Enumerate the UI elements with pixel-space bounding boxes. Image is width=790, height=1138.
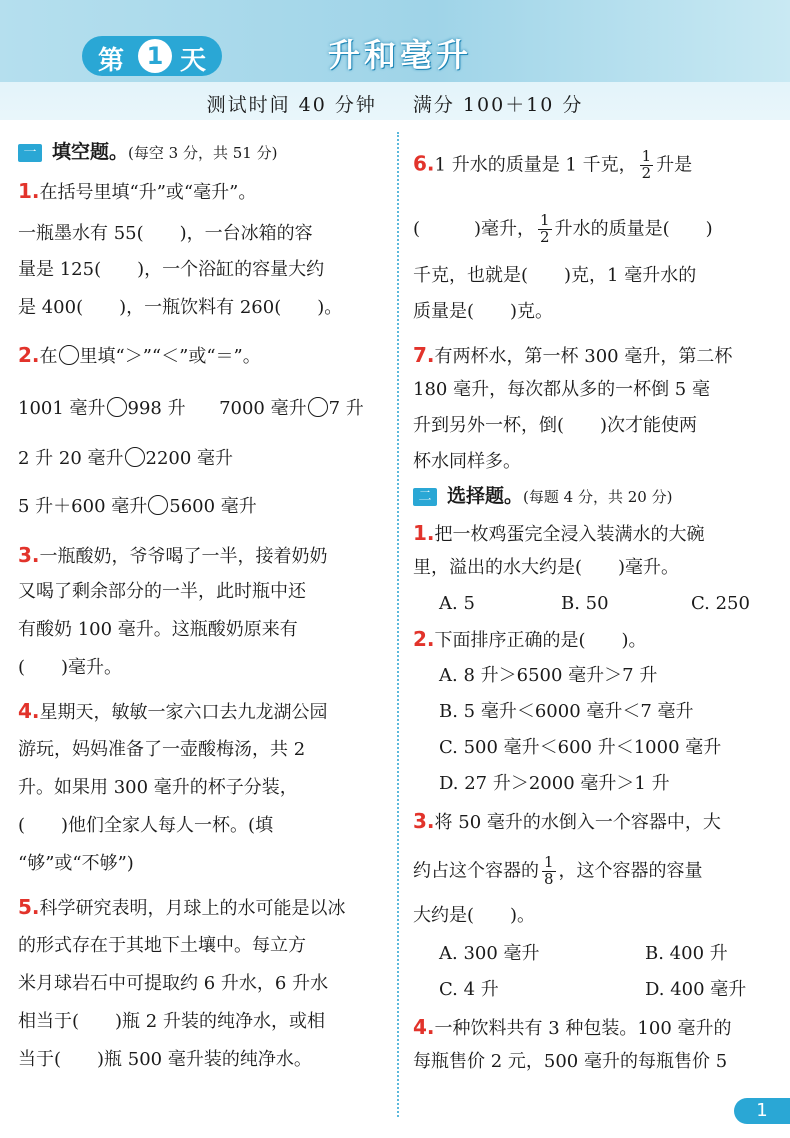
question-number: 1.: [18, 179, 40, 203]
question-text: 一瓶墨水有 55( )，一台冰箱的容: [18, 223, 313, 244]
question-text: 在: [39, 346, 58, 367]
question-text: 将 50 毫升的水倒入一个容器中，大: [434, 812, 721, 833]
compare-right: 998 升: [127, 398, 186, 419]
section2-title: 选择题。: [447, 485, 524, 507]
question-1-3: [18, 545, 328, 566]
question-text: 质量是( )克。: [413, 301, 554, 322]
fraction-numerator: 1: [641, 147, 652, 165]
option-b[interactable]: B. 5 毫升＜6000 毫升＜7 毫升: [439, 701, 694, 722]
page-number: 1: [734, 1098, 790, 1124]
question-text: 升是: [656, 154, 693, 176]
question-text: 米月球岩石中可提取约 6 升水，6 升水: [18, 973, 329, 994]
question-number: 4.: [18, 699, 40, 723]
question-text: 杯水同样多。: [413, 451, 521, 472]
question-text: 有酸奶 100 毫升。这瓶酸奶原来有: [18, 619, 298, 640]
question-text: 把一枚鸡蛋完全浸入装满水的大碗: [434, 524, 705, 545]
question-number: 1.: [413, 521, 435, 545]
question-text: 约占这个容器的: [413, 860, 539, 882]
option-d[interactable]: D. 400 毫升: [645, 979, 747, 1000]
compare-row-1: [18, 397, 364, 418]
day-prefix: 第: [98, 46, 125, 76]
question-1-7: [413, 345, 732, 366]
compare-circle[interactable]: [125, 447, 145, 467]
compare-circle[interactable]: [107, 397, 127, 417]
fraction-denominator: 2: [641, 163, 652, 182]
question-text: [413, 855, 703, 888]
question-number: 3.: [413, 809, 435, 833]
question-text: 千克，也就是( )克，1 毫升水的: [413, 265, 697, 286]
fraction-denominator: 8: [544, 869, 554, 888]
question-text: 游玩，妈妈准备了一壶酸梅汤，共 2: [18, 739, 306, 760]
question-2-4: [413, 1017, 732, 1038]
question-text: 升水的质量是( ): [554, 218, 713, 240]
question-text: 在括号里填“升”或“毫升”。: [39, 182, 257, 203]
option-b[interactable]: B. 50: [561, 593, 609, 614]
question-text: 星期天，敏敏一家六口去九龙湖公园: [39, 702, 328, 723]
compare-circle[interactable]: [59, 345, 79, 365]
question-text: 一种饮料共有 3 种包装。100 毫升的: [434, 1018, 732, 1039]
compare-left: 5 升＋600 毫升: [18, 496, 148, 517]
question-text: 量是 125( )，一个浴缸的容量大约: [18, 259, 325, 280]
question-text: ( )他们全家人每人一杯。(填: [18, 815, 274, 836]
question-text: 里填“＞”“＜”或“＝”。: [79, 346, 261, 367]
question-text: 下面排序正确的是( )。: [434, 630, 647, 651]
question-2-1: [413, 523, 705, 544]
column-divider: [397, 132, 399, 1117]
compare-circle[interactable]: [308, 397, 328, 417]
question-number: 4.: [413, 1015, 435, 1039]
question-1-2: [18, 345, 261, 366]
question-text: 当于( )瓶 500 毫升装的纯净水。: [18, 1049, 312, 1070]
question-number: 6.: [413, 151, 435, 176]
question-text: 一瓶酸奶，爷爷喝了一半，接着奶奶: [39, 546, 328, 567]
full-score: 满分 100＋10 分: [412, 94, 584, 116]
question-text: ( )毫升，: [413, 218, 536, 240]
question-text: ，这个容器的容量: [558, 860, 703, 882]
question-text: ( )毫升。: [18, 657, 123, 678]
question-number: 2.: [413, 627, 435, 651]
section2-note: (每题 4 分，共 20 分): [523, 488, 673, 506]
fraction: [640, 149, 654, 182]
compare-right: 2200 毫升: [145, 448, 234, 469]
question-text: 升到另外一杯，倒( )次才能使两: [413, 415, 698, 436]
section2-heading: [413, 487, 672, 506]
question-1-5: [18, 897, 346, 918]
question-text: 180 毫升，每次都从多的一杯倒 5 毫: [413, 379, 710, 400]
fraction-numerator: 1: [540, 211, 550, 229]
section1-heading: [18, 143, 277, 162]
option-a[interactable]: A. 300 毫升: [439, 943, 540, 964]
compare-left: 7000 毫升: [219, 398, 307, 419]
question-text: [413, 213, 713, 246]
test-info: [0, 90, 790, 117]
question-text: 的形式存在于其地下土壤中。每立方: [18, 935, 306, 956]
section1-title: 填空题。: [52, 141, 129, 163]
page-header: [0, 0, 790, 120]
question-text: “够”或“不够”): [18, 853, 134, 874]
question-text: 相当于( )瓶 2 升装的纯净水，或相: [18, 1011, 325, 1032]
question-number: 5.: [18, 895, 40, 919]
option-c[interactable]: C. 4 升: [439, 979, 499, 1000]
option-c[interactable]: C. 500 毫升＜600 升＜1000 毫升: [439, 737, 722, 758]
option-c[interactable]: C. 250: [691, 593, 750, 614]
compare-left: 2 升 20 毫升: [18, 448, 124, 469]
day-suffix: 天: [180, 46, 207, 76]
question-2-2: [413, 629, 647, 650]
fraction: [542, 855, 556, 888]
compare-right: 5600 毫升: [169, 496, 257, 517]
question-2-3: [413, 811, 721, 832]
option-a[interactable]: A. 5: [439, 593, 475, 614]
question-1-4: [18, 701, 328, 722]
option-d[interactable]: D. 27 升＞2000 毫升＞1 升: [439, 773, 670, 794]
day-badge: [82, 36, 222, 76]
compare-row-3: [18, 495, 257, 516]
question-text: 里，溢出的水大约是( )毫升。: [413, 557, 680, 578]
compare-right: 7 升: [328, 398, 364, 419]
question-text: 是 400( )，一瓶饮料有 260( )。: [18, 297, 343, 318]
question-text: 1 升水的质量是 1 千克，: [434, 154, 637, 176]
question-text: 升。如果用 300 毫升的杯子分装，: [18, 777, 298, 798]
question-text: 每瓶售价 2 元，500 毫升的每瓶售价 5: [413, 1051, 728, 1072]
option-b[interactable]: B. 400 升: [645, 943, 728, 964]
day-number: 1: [138, 39, 172, 73]
option-a[interactable]: A. 8 升＞6500 毫升＞7 升: [439, 665, 658, 686]
question-number: 2.: [18, 343, 40, 367]
question-text: 有两杯水，第一杯 300 毫升，第二杯: [434, 346, 733, 367]
compare-row-2: [18, 447, 233, 468]
fraction-denominator: 2: [540, 227, 550, 246]
question-text: 又喝了剩余部分的一半，此时瓶中还: [18, 581, 306, 602]
question-1-1: [18, 181, 256, 202]
question-text: 科学研究表明，月球上的水可能是以冰: [39, 898, 346, 919]
compare-circle[interactable]: [148, 495, 168, 515]
page-title: 升和毫升: [327, 36, 472, 74]
fraction: [538, 213, 552, 246]
section2-icon: 二: [413, 488, 437, 506]
question-number: 7.: [413, 343, 435, 367]
compare-left: 1001 毫升: [18, 398, 106, 419]
section1-icon: 一: [18, 144, 42, 162]
question-text: 大约是( )。: [413, 905, 536, 926]
fraction-numerator: 1: [544, 853, 554, 871]
question-number: 3.: [18, 543, 40, 567]
section1-note: (每空 3 分，共 51 分): [128, 144, 278, 162]
test-time: 测试时间 40 分钟: [206, 94, 377, 116]
question-1-6: [413, 149, 692, 182]
